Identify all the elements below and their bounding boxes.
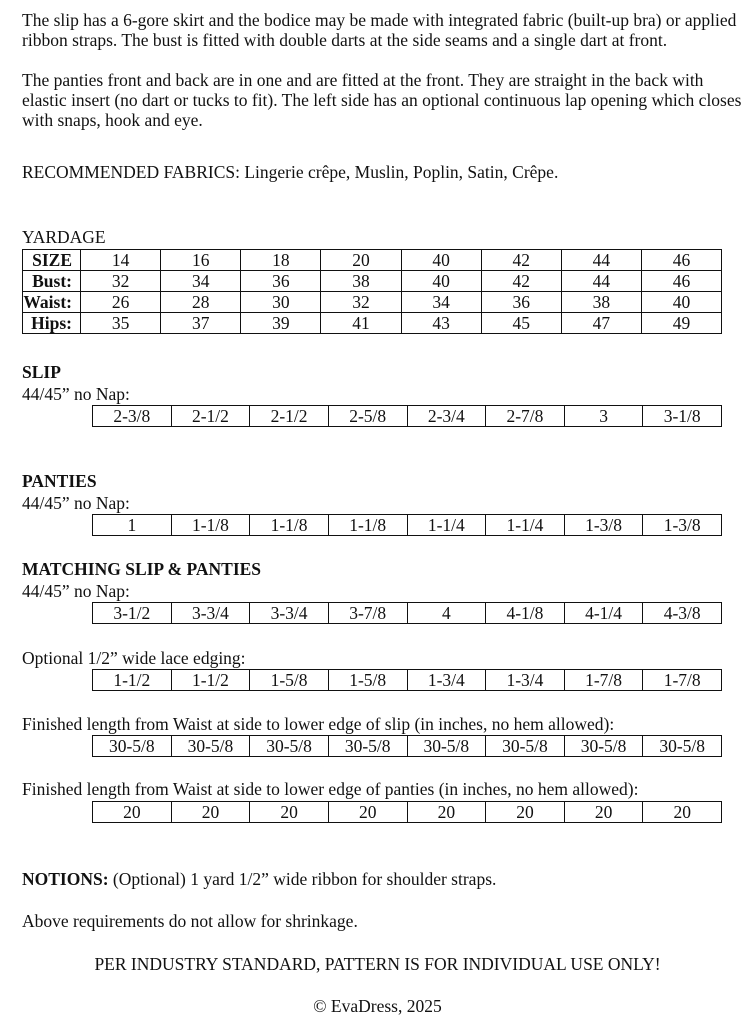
value-row xyxy=(93,515,722,536)
value-cell: 2-1/2 xyxy=(250,406,329,427)
yardage-cell: 39 xyxy=(241,313,321,334)
value-cell: 1-1/2 xyxy=(171,670,250,691)
notions-line xyxy=(22,869,496,889)
value-cell: 1-1/4 xyxy=(486,515,565,536)
value-cell: 2-3/8 xyxy=(93,406,172,427)
yardage-cell: 18 xyxy=(241,250,321,271)
value-cell: 3-3/4 xyxy=(171,603,250,624)
yardage-cell: 38 xyxy=(321,271,401,292)
value-cell: 1-1/8 xyxy=(250,515,329,536)
value-cell: 4 xyxy=(407,603,486,624)
value-cell: 30-5/8 xyxy=(643,736,722,757)
slip-nap-label: 44/45” no Nap: xyxy=(22,384,130,404)
slip-length-table xyxy=(92,735,722,757)
yardage-cell: 38 xyxy=(561,292,641,313)
value-cell: 2-1/2 xyxy=(171,406,250,427)
value-cell: 2-3/4 xyxy=(407,406,486,427)
yardage-cell: 28 xyxy=(161,292,241,313)
yardage-cell: 42 xyxy=(481,250,561,271)
value-cell: 20 xyxy=(93,802,172,823)
value-cell: 20 xyxy=(171,802,250,823)
value-cell: 30-5/8 xyxy=(564,736,643,757)
yardage-cell: 16 xyxy=(161,250,241,271)
value-cell: 3-3/4 xyxy=(250,603,329,624)
intro-slip-paragraph: The slip has a 6-gore skirt and the bodice may be made with integrated fabric (built-up bra) or applied ribbon straps. The bust is fitted with double darts at the side seams and a single dart at front. xyxy=(22,10,737,50)
yardage-cell: 20 xyxy=(321,250,401,271)
yardage-row-label: Waist: xyxy=(23,292,81,313)
value-cell: 1-7/8 xyxy=(564,670,643,691)
value-cell: 30-5/8 xyxy=(93,736,172,757)
matching-yardage-table xyxy=(92,602,722,624)
panties-heading: PANTIES xyxy=(22,471,97,491)
yardage-row xyxy=(23,250,722,271)
shrinkage-note: Above requirements do not allow for shrinkage. xyxy=(22,911,358,931)
notions-text: (Optional) 1 yard 1/2” wide ribbon for shoulder straps. xyxy=(108,869,497,889)
yardage-cell: 36 xyxy=(481,292,561,313)
value-cell: 1-1/8 xyxy=(171,515,250,536)
yardage-cell: 36 xyxy=(241,271,321,292)
panties-length-label: Finished length from Waist at side to lower edge of panties (in inches, no hem allowed): xyxy=(22,779,639,799)
copyright: © EvaDress, 2025 xyxy=(313,996,442,1016)
yardage-cell: 47 xyxy=(561,313,641,334)
yardage-row-label: Hips: xyxy=(23,313,81,334)
lace-label: Optional 1/2” wide lace edging: xyxy=(22,648,246,668)
value-cell: 1-3/4 xyxy=(486,670,565,691)
matching-nap-label: 44/45” no Nap: xyxy=(22,581,130,601)
panties-yardage-table xyxy=(92,514,722,536)
yardage-cell: 40 xyxy=(401,271,481,292)
value-cell: 30-5/8 xyxy=(171,736,250,757)
notions-label: NOTIONS: xyxy=(22,869,109,889)
value-cell: 3-1/2 xyxy=(93,603,172,624)
value-cell: 4-1/8 xyxy=(486,603,565,624)
value-row xyxy=(93,736,722,757)
yardage-cell: 40 xyxy=(401,250,481,271)
value-cell: 30-5/8 xyxy=(250,736,329,757)
yardage-table xyxy=(22,249,722,334)
value-cell: 1-5/8 xyxy=(250,670,329,691)
value-cell: 4-3/8 xyxy=(643,603,722,624)
yardage-cell: 49 xyxy=(641,313,721,334)
value-cell: 1-1/4 xyxy=(407,515,486,536)
value-cell: 1-3/4 xyxy=(407,670,486,691)
value-cell: 20 xyxy=(407,802,486,823)
value-cell: 20 xyxy=(328,802,407,823)
yardage-cell: 45 xyxy=(481,313,561,334)
slip-yardage-table xyxy=(92,405,722,427)
value-cell: 3 xyxy=(564,406,643,427)
panties-nap-label: 44/45” no Nap: xyxy=(22,493,130,513)
value-cell: 4-1/4 xyxy=(564,603,643,624)
value-cell: 1-1/8 xyxy=(328,515,407,536)
value-cell: 30-5/8 xyxy=(486,736,565,757)
yardage-cell: 14 xyxy=(81,250,161,271)
value-row xyxy=(93,802,722,823)
value-row xyxy=(93,603,722,624)
value-cell: 1-7/8 xyxy=(643,670,722,691)
slip-length-label: Finished length from Waist at side to lower edge of slip (in inches, no hem allowed): xyxy=(22,714,615,734)
value-row xyxy=(93,406,722,427)
value-cell: 30-5/8 xyxy=(328,736,407,757)
yardage-cell: 26 xyxy=(81,292,161,313)
yardage-cell: 41 xyxy=(321,313,401,334)
yardage-cell: 46 xyxy=(641,250,721,271)
yardage-cell: 44 xyxy=(561,271,641,292)
panties-length-table xyxy=(92,801,722,823)
value-cell: 20 xyxy=(250,802,329,823)
yardage-row xyxy=(23,271,722,292)
value-cell: 30-5/8 xyxy=(407,736,486,757)
value-cell: 1-5/8 xyxy=(328,670,407,691)
yardage-cell: 34 xyxy=(401,292,481,313)
value-cell: 1 xyxy=(93,515,172,536)
value-cell: 1-3/8 xyxy=(643,515,722,536)
value-cell: 20 xyxy=(564,802,643,823)
value-cell: 3-1/8 xyxy=(643,406,722,427)
value-cell: 2-5/8 xyxy=(328,406,407,427)
yardage-row-label: SIZE xyxy=(23,250,81,271)
value-row xyxy=(93,670,722,691)
yardage-cell: 40 xyxy=(641,292,721,313)
yardage-row-label: Bust: xyxy=(23,271,81,292)
yardage-cell: 35 xyxy=(81,313,161,334)
yardage-row xyxy=(23,292,722,313)
yardage-title: YARDAGE xyxy=(22,227,106,247)
value-cell: 20 xyxy=(643,802,722,823)
yardage-cell: 42 xyxy=(481,271,561,292)
yardage-cell: 32 xyxy=(321,292,401,313)
yardage-cell: 32 xyxy=(81,271,161,292)
value-cell: 1-1/2 xyxy=(93,670,172,691)
yardage-cell: 30 xyxy=(241,292,321,313)
value-cell: 3-7/8 xyxy=(328,603,407,624)
intro-panties-paragraph: The panties front and back are in one and are fitted at the front. They are straight in the back with elastic insert (no dart or tucks to fit). The left side has an optional continuous lap opening which closes with snaps, hook and eye. xyxy=(22,70,742,130)
yardage-row xyxy=(23,313,722,334)
lace-yardage-table xyxy=(92,669,722,691)
yardage-cell: 44 xyxy=(561,250,641,271)
value-cell: 2-7/8 xyxy=(486,406,565,427)
value-cell: 1-3/8 xyxy=(564,515,643,536)
value-cell: 20 xyxy=(486,802,565,823)
industry-notice: PER INDUSTRY STANDARD, PATTERN IS FOR INDIVIDUAL USE ONLY! xyxy=(94,954,661,974)
recommended-fabrics: RECOMMENDED FABRICS: Lingerie crêpe, Muslin, Poplin, Satin, Crêpe. xyxy=(22,162,559,182)
slip-heading: SLIP xyxy=(22,362,61,382)
yardage-cell: 46 xyxy=(641,271,721,292)
yardage-cell: 37 xyxy=(161,313,241,334)
matching-heading: MATCHING SLIP & PANTIES xyxy=(22,559,262,579)
yardage-cell: 43 xyxy=(401,313,481,334)
yardage-cell: 34 xyxy=(161,271,241,292)
